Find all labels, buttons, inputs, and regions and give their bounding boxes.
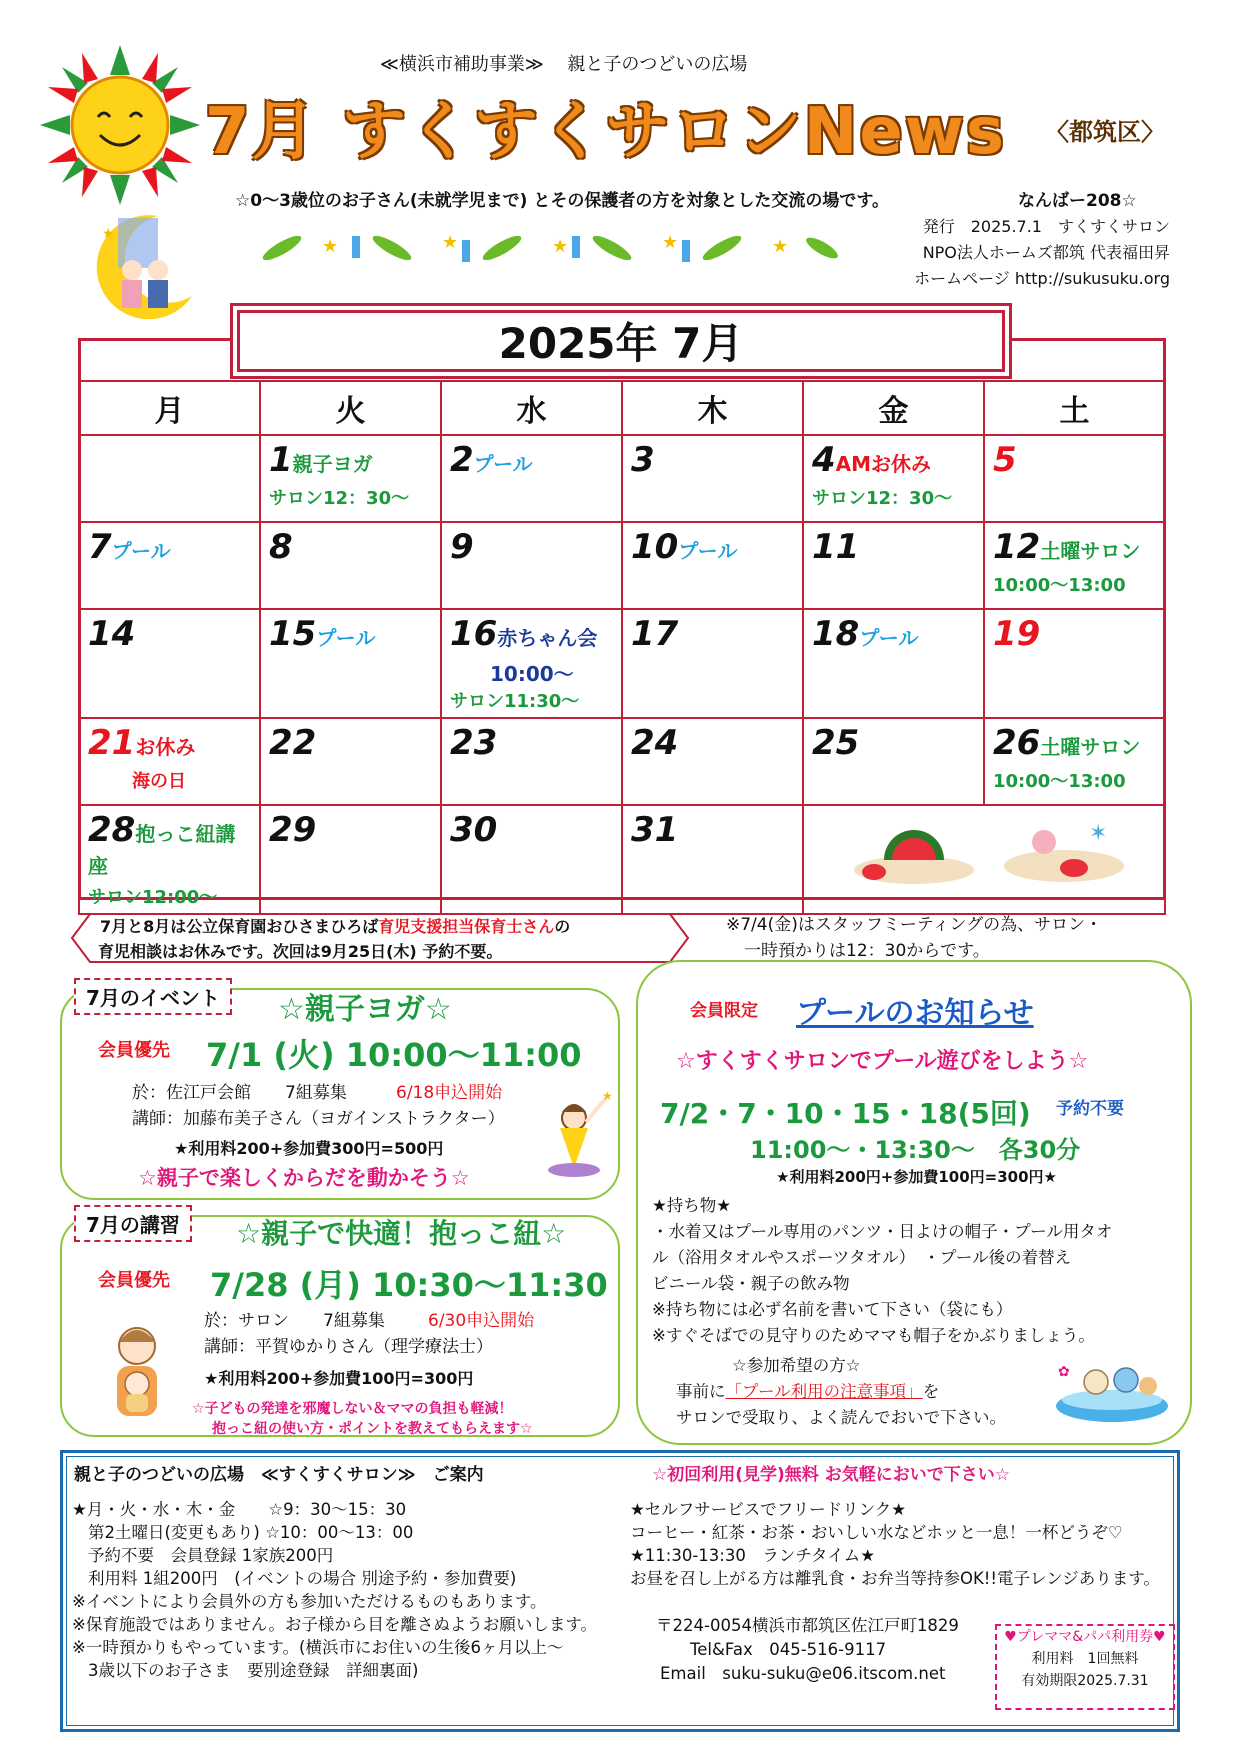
nursery-notice-part: 7月と8月は公立保育園おひさまひろば xyxy=(100,917,379,936)
sun-illustration xyxy=(40,45,200,205)
svg-text:✶: ✶ xyxy=(1089,821,1108,846)
calendar-week-row xyxy=(79,522,1165,609)
weekday-tue: 火 xyxy=(260,381,441,435)
calendar-title: 2025年 7月 xyxy=(230,303,1012,379)
calendar-cell xyxy=(803,435,984,522)
event-name: プール xyxy=(678,539,738,563)
calendar-week-row xyxy=(79,805,1165,914)
event-name: 土曜サロン xyxy=(1040,735,1141,759)
calendar-cell xyxy=(984,522,1165,609)
calendar-cell-empty xyxy=(79,435,260,522)
calendar-cell xyxy=(622,718,803,805)
guide-line: ※一時預かりもやっています。(横浜市にお住いの生後6ヶ月以上～ xyxy=(72,1638,564,1657)
holiday-name: 海の日 xyxy=(132,771,186,792)
event-time: 10:00～13:00 xyxy=(993,575,1126,596)
pool-join-text: を xyxy=(922,1382,940,1401)
day-number: 5 xyxy=(993,440,1017,480)
salon-telephone: Tel&Fax 045-516-9117 xyxy=(690,1640,887,1659)
day-number: 30 xyxy=(450,810,498,850)
kiddie-pool-illustration xyxy=(1052,1346,1172,1426)
free-use-coupon xyxy=(995,1624,1175,1710)
calendar-cell xyxy=(803,522,984,609)
member-priority-badge: 会員優先 xyxy=(98,1040,170,1061)
calendar-cell xyxy=(803,609,984,718)
yoga-slogan: ☆親子で楽しくからだを動かそう☆ xyxy=(138,1166,470,1190)
day-number: 3 xyxy=(631,440,655,480)
calendar-cell xyxy=(260,522,441,609)
dakko-event-title: ☆親子で快適！抱っこ紐☆ xyxy=(236,1217,567,1250)
event-time: サロン12：30～ xyxy=(812,488,953,509)
day-number: 16 xyxy=(450,614,498,654)
day-number: 1 xyxy=(269,440,293,480)
dakko-teacher: 講師：平賀ゆかりさん（理学療法士） xyxy=(204,1337,493,1357)
tanabata-illustration xyxy=(88,208,200,320)
calendar-table xyxy=(78,380,1166,915)
pool-join-title: ☆参加希望の方☆ xyxy=(732,1356,861,1375)
calendar-week-row xyxy=(79,435,1165,522)
issue-number: なんばー208☆ xyxy=(1018,191,1137,211)
guide-line: ★月・火・水・木・金 ☆9：30～15：30 xyxy=(72,1500,407,1519)
yoga-apply-start: 6/18申込開始 xyxy=(396,1083,503,1103)
calendar-cell xyxy=(79,805,260,914)
dakko-event-place: 於：サロン 7組募集 xyxy=(204,1311,385,1331)
dakko-apply-start: 6/30申込開始 xyxy=(428,1311,535,1331)
calendar-cell-decoration xyxy=(803,805,1165,914)
guide-title: 親と子のつどいの広場 ≪すくすくサロン≫ ご案内 xyxy=(74,1465,484,1485)
day-number: 9 xyxy=(450,527,474,567)
event-name: プール xyxy=(316,626,376,650)
calendar-cell xyxy=(803,718,984,805)
calendar-cell xyxy=(260,805,441,914)
calendar-cell xyxy=(79,609,260,718)
day-number: 26 xyxy=(993,723,1041,763)
weekday-mon: 月 xyxy=(79,381,260,435)
svg-text:★: ★ xyxy=(772,236,789,257)
calendar-cell xyxy=(441,609,622,718)
guide-line: お昼を召し上がる方は離乳食・お弁当等持参OK!!電子レンジあります。 xyxy=(630,1569,1160,1588)
pool-item: ※すぐそばでの見守りのためママも帽子をかぶりましょう。 xyxy=(652,1326,1095,1345)
svg-text:✿: ✿ xyxy=(1058,1364,1070,1380)
pool-join-text: 事前に xyxy=(676,1382,726,1401)
svg-text:★: ★ xyxy=(442,232,459,253)
day-number: 12 xyxy=(993,527,1041,567)
yoga-fee: ★利用料200+参加費300円=500円 xyxy=(174,1139,444,1158)
pool-dates: 7/2・7・10・15・18(5回) xyxy=(660,1097,1031,1130)
day-number: 17 xyxy=(631,614,679,654)
calendar-cell xyxy=(260,718,441,805)
dakko-note: ☆子どもの発達を邪魔しない＆ママの負担も軽減！ xyxy=(192,1401,513,1417)
yoga-event-datetime: 7/1 (火) 10:00～11:00 xyxy=(206,1036,582,1074)
svg-text:★: ★ xyxy=(602,1089,613,1103)
day-number: 8 xyxy=(269,527,293,567)
yoga-event-title: ☆親子ヨガ☆ xyxy=(278,992,452,1027)
day-number: 11 xyxy=(812,527,860,567)
day-number: 22 xyxy=(269,723,317,763)
pool-item: ル（浴用タオルやスポーツタオル） ・プール後の着替え xyxy=(652,1248,1072,1267)
event-name: 抱っこ紐講座 xyxy=(88,822,236,878)
event-section-label: 7月のイベント xyxy=(74,978,232,1015)
pool-item: ※持ち物には必ず名前を書いて下さい（袋にも） xyxy=(652,1300,1013,1319)
day-number: 28 xyxy=(88,810,136,850)
event-name: 赤ちゃん会 xyxy=(497,626,598,650)
coupon-expiry: 有効期限2025.7.31 xyxy=(1021,1673,1149,1689)
day-number: 21 xyxy=(88,723,136,763)
calendar-week-row xyxy=(79,718,1165,805)
calendar-cell xyxy=(622,609,803,718)
event-name: お休み xyxy=(135,735,196,759)
event-time: サロン12:00～ xyxy=(88,887,218,908)
nursery-notice xyxy=(98,914,678,964)
weekday-thu: 木 xyxy=(622,381,803,435)
calendar-cell xyxy=(622,805,803,914)
member-priority-badge: 会員優先 xyxy=(98,1270,170,1291)
weekday-sat: 土 xyxy=(984,381,1165,435)
day-number: 29 xyxy=(269,810,317,850)
weekday-header-row xyxy=(79,381,1165,435)
free-trial-note: ☆初回利用(見学)無料 お気軽においで下さい☆ xyxy=(652,1465,1010,1485)
pool-join-line xyxy=(676,1378,939,1402)
event-time: サロン12：30～ xyxy=(269,488,410,509)
day-number: 25 xyxy=(812,723,860,763)
lecture-section-label: 7月の講習 xyxy=(74,1205,192,1242)
day-number: 23 xyxy=(450,723,498,763)
day-number: 10 xyxy=(631,527,679,567)
no-reservation-badge: 予約不要 xyxy=(1056,1099,1124,1119)
yoga-event-place: 於：佐江戸会館 7組募集 xyxy=(132,1083,347,1103)
calendar-week-row xyxy=(79,609,1165,718)
calendar-cell xyxy=(984,435,1165,522)
dakko-note: 抱っこ紐の使い方・ポイントを教えてもらえます☆ xyxy=(212,1421,533,1437)
dakko-fee: ★利用料200+参加費100円=300円 xyxy=(204,1369,474,1388)
yoga-teacher: 講師：加藤布美子さん（ヨガインストラクター） xyxy=(132,1109,505,1129)
event-name: 土曜サロン xyxy=(1040,539,1141,563)
members-only-badge: 会員限定 xyxy=(690,1001,758,1021)
day-number: 24 xyxy=(631,723,679,763)
day-number: 7 xyxy=(88,527,112,567)
day-number: 31 xyxy=(631,810,679,850)
event-name: プール xyxy=(473,452,533,476)
svg-text:★: ★ xyxy=(552,236,569,257)
calendar-cell xyxy=(622,522,803,609)
nursery-notice-highlight: 育児支援担当保育士さん xyxy=(378,917,555,936)
mother-baby-illustration xyxy=(92,1322,182,1422)
calendar-cell xyxy=(441,522,622,609)
calendar-cell xyxy=(260,435,441,522)
svg-text:★: ★ xyxy=(322,236,339,257)
pool-rules-link[interactable]: 「プール利用の注意事項」 xyxy=(725,1382,923,1401)
guide-line: 予約不要 会員登録 1家族200円 xyxy=(88,1546,334,1565)
homepage-url[interactable]: ホームページ http://sukusuku.org xyxy=(914,269,1170,288)
pool-fee: ★利用料200円+参加費100円=300円★ xyxy=(776,1168,1057,1186)
staff-meeting-note xyxy=(726,912,1146,964)
calendar-cell xyxy=(79,522,260,609)
pool-item: ビニール袋・親子の飲み物 xyxy=(652,1274,850,1293)
guide-line: 3歳以下のお子さま 要別途登録 詳細裏面) xyxy=(88,1661,419,1680)
weekday-fri: 金 xyxy=(803,381,984,435)
dakko-event-datetime: 7/28 (月) 10:30～11:30 xyxy=(210,1266,608,1304)
svg-text:★: ★ xyxy=(662,232,679,253)
tagline: ☆0～3歳位のお子さん(未就学児まで) とその保護者の方を対象とした交流の場です。 xyxy=(235,191,889,211)
pool-headline: ☆すくすくサロンでプール遊びをしよう☆ xyxy=(676,1049,1089,1074)
event-time: 10:00～ xyxy=(490,662,574,686)
event-name: プール xyxy=(111,539,171,563)
salon-address: 〒224-0054横浜市都筑区佐江戸町1829 xyxy=(656,1616,959,1635)
bamboo-star-garland xyxy=(252,218,842,276)
calendar-cell xyxy=(984,718,1165,805)
ward-label: 〈都筑区〉 xyxy=(1045,118,1165,146)
guide-line: コーヒー・紅茶・お茶・おいしい水などホッと一息！一杯どうぞ♡ xyxy=(630,1523,1123,1542)
weekday-wed: 水 xyxy=(441,381,622,435)
pool-item: ・水着又はプール専用のパンツ・日よけの帽子・プール用タオ xyxy=(652,1222,1113,1241)
pool-items-title: ★持ち物★ xyxy=(652,1196,732,1215)
newsletter-title: 7月 すくすくサロンNews xyxy=(205,95,1006,169)
guide-line: 第2土曜日(変更もあり) ☆10：00～13：00 xyxy=(88,1523,414,1542)
calendar-cell xyxy=(984,609,1165,718)
staff-note-line: ※7/4(金)はスタッフミーティングの為、サロン・ xyxy=(726,915,1103,935)
pool-time: 11:00～・13:30～ 各30分 xyxy=(750,1136,1081,1164)
event-time: サロン11:30～ xyxy=(450,691,580,712)
svg-text:★: ★ xyxy=(102,226,115,242)
calendar-cell xyxy=(441,718,622,805)
event-time: 10:00～13:00 xyxy=(993,771,1126,792)
calendar-cell xyxy=(622,435,803,522)
guide-line: 利用料 1組200円 (イベントの場合 別途予約・参加費要) xyxy=(88,1569,517,1588)
day-number: 4 xyxy=(812,440,836,480)
coupon-benefit: 利用料 1回無料 xyxy=(1031,1651,1139,1667)
yoga-pose-illustration xyxy=(540,1088,620,1178)
pool-notice-title: プールのお知らせ xyxy=(796,996,1034,1031)
beach-crab-illustration xyxy=(844,810,1144,890)
nursery-notice-part: の xyxy=(554,917,571,936)
event-name: プール xyxy=(859,626,919,650)
coupon-title: ♥プレママ&パパ利用券♥ xyxy=(1004,1629,1166,1645)
event-name: 親子ヨガ xyxy=(292,452,373,476)
day-number: 18 xyxy=(812,614,860,654)
publish-info: 発行 2025.7.1 すくすくサロン xyxy=(922,217,1170,236)
pool-join-line: サロンで受取り、よく読んでおいで下さい。 xyxy=(676,1408,1006,1427)
staff-note-line: 一時預かりは12：30からです。 xyxy=(744,941,990,961)
event-name: AMお休み xyxy=(835,452,932,476)
day-number: 2 xyxy=(450,440,474,480)
day-number: 14 xyxy=(88,614,136,654)
day-number: 15 xyxy=(269,614,317,654)
subsidy-subtitle: ≪横浜市補助事業≫ 親と子のつどいの広場 xyxy=(380,54,748,75)
calendar-cell xyxy=(441,435,622,522)
guide-line: ※保育施設ではありません。お子様から目を離さぬようお願いします。 xyxy=(72,1615,597,1634)
guide-line: ★セルフサービスでフリードリンク★ xyxy=(630,1500,907,1519)
day-number: 19 xyxy=(993,614,1041,654)
nursery-notice-line2: 育児相談はお休みです。次回は9月25日(木) 予約不要。 xyxy=(98,942,503,961)
guide-line: ★11:30-13:30 ランチタイム★ xyxy=(630,1546,875,1565)
calendar-cell xyxy=(79,718,260,805)
guide-line: ※イベントにより会員外の方も参加いただけるものもあります。 xyxy=(72,1592,547,1611)
organization: NPO法人ホームズ都筑 代表福田昇 xyxy=(922,243,1170,262)
salon-email[interactable]: Email suku-suku@e06.itscom.net xyxy=(660,1664,946,1683)
calendar-cell xyxy=(441,805,622,914)
calendar-cell xyxy=(260,609,441,718)
